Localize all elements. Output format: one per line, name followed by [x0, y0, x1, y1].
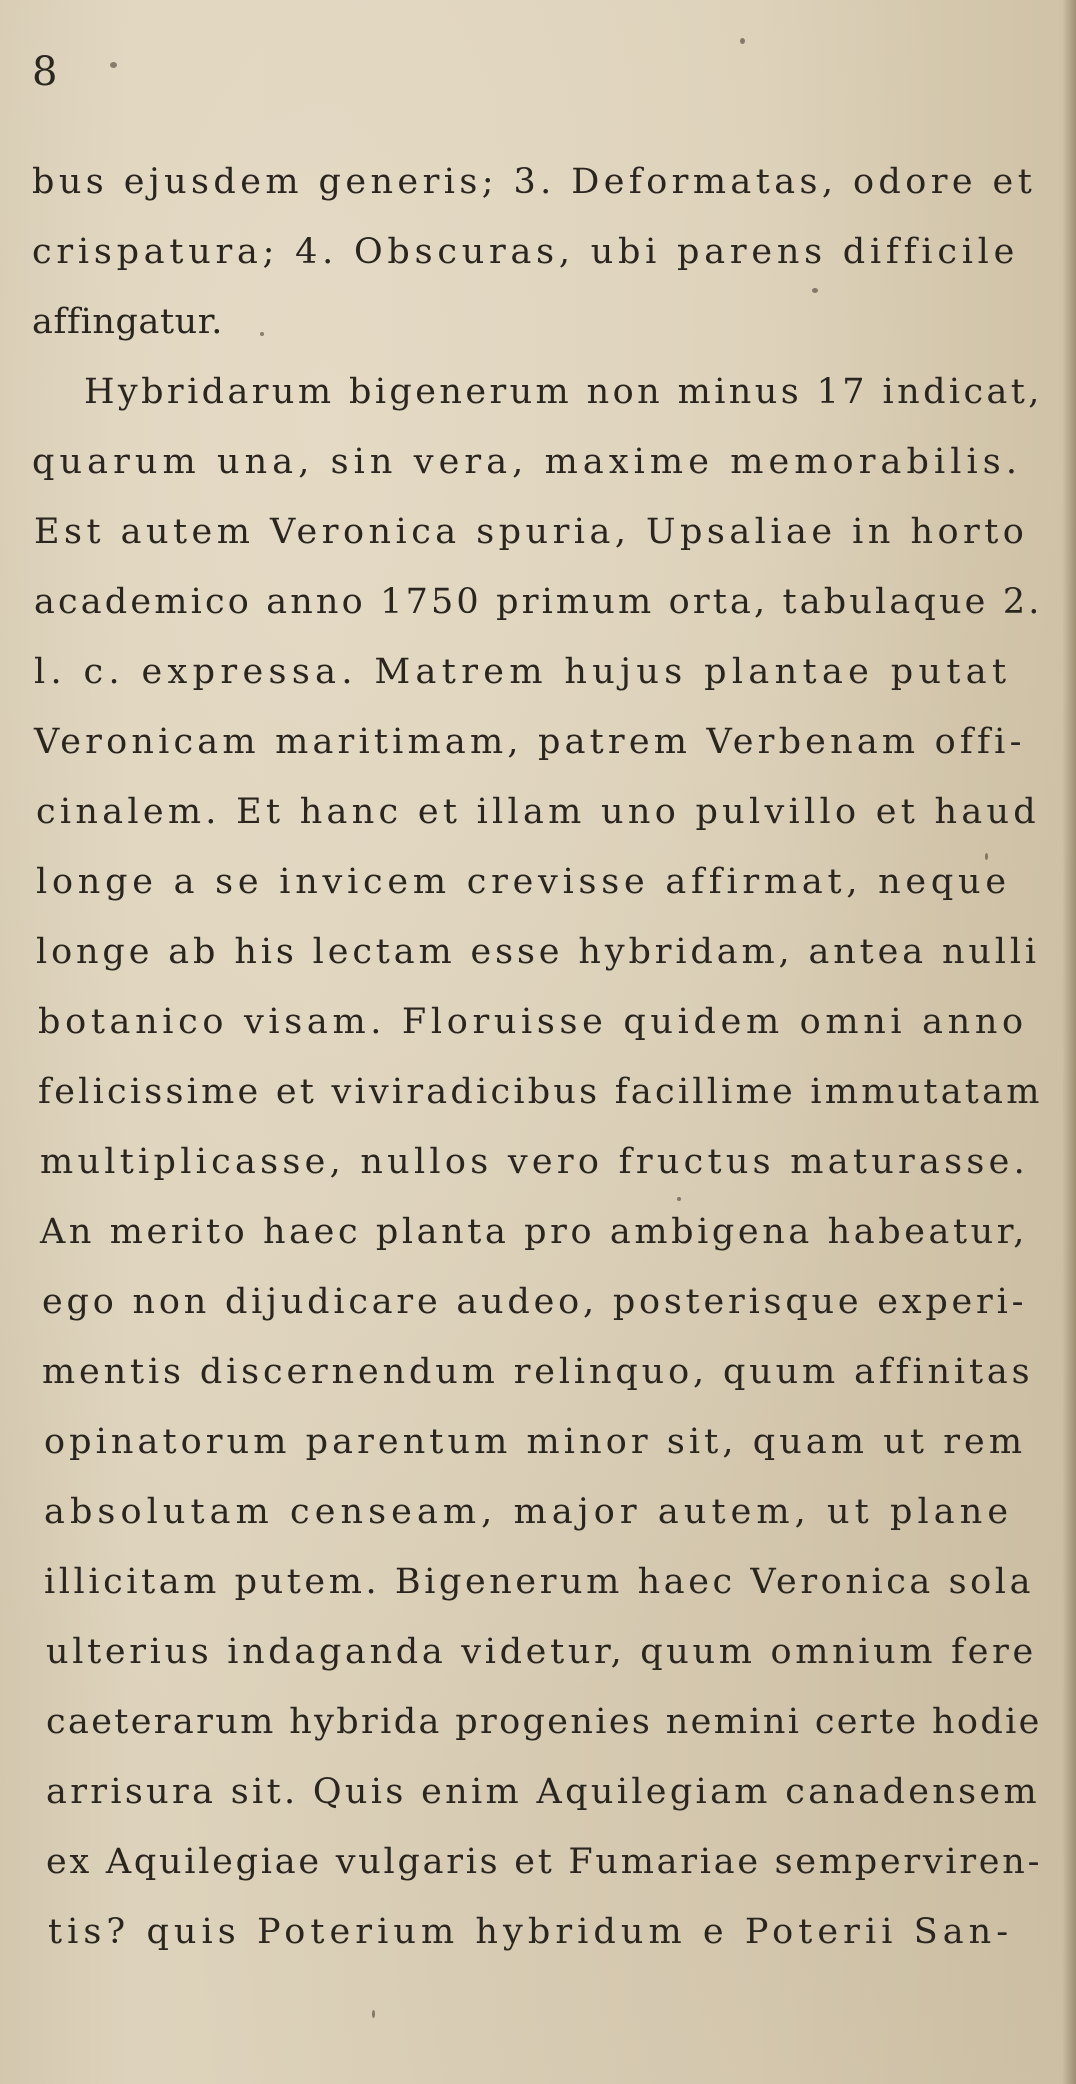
text-line: ulterius indaganda videtur, quum omnium fere	[46, 1632, 1037, 1672]
text-line: cinalem. Et hanc et illam uno pulvillo et haud	[36, 792, 1040, 832]
text-line: academico anno 1750 primum orta, tabulaque 2.	[34, 582, 1043, 622]
text-line: affingatur.	[32, 302, 223, 342]
text-line: mentis discernendum relinquo, quum affinitas	[42, 1352, 1034, 1392]
text-line: felicissime et viviradicibus facillime immutatam	[38, 1072, 1043, 1112]
paper-speck	[985, 853, 988, 860]
paper-speck	[260, 332, 264, 336]
text-line: arrisura sit. Quis enim Aquilegiam canadensem	[46, 1772, 1040, 1812]
paper-speck	[740, 38, 745, 44]
paper-speck	[110, 62, 117, 68]
text-line: longe a se invicem crevisse affirmat, neque	[36, 862, 1011, 902]
text-line: Est autem Veronica spuria, Upsaliae in horto	[34, 512, 1029, 552]
paper-speck	[812, 288, 818, 293]
text-line: ego non dijudicare audeo, posterisque experi-	[42, 1282, 1028, 1322]
text-line: caeterarum hybrida progenies nemini certe hodie	[46, 1702, 1042, 1742]
text-line: opinatorum parentum minor sit, quam ut rem	[44, 1422, 1027, 1462]
text-line: Veronicam maritimam, patrem Verbenam offi-	[34, 722, 1026, 762]
text-line: l. c. expressa. Matrem hujus plantae putat	[34, 652, 1012, 692]
text-line: tis? quis Poterium hybridum e Poterii San-	[48, 1912, 1014, 1952]
text-line: absolutam censeam, major autem, ut plane	[44, 1492, 1014, 1532]
text-line: illicitam putem. Bigenerum haec Veronica sola	[44, 1562, 1035, 1602]
text-line: Hybridarum bigenerum non minus 17 indicat,	[84, 372, 1043, 412]
page-number: 8	[32, 49, 58, 95]
text-line: An merito haec planta pro ambigena habeatur,	[40, 1212, 1028, 1252]
text-line: ex Aquilegiae vulgaris et Fumariae semperviren-	[46, 1842, 1043, 1882]
text-line: multiplicasse, nullos vero fructus maturasse.	[40, 1142, 1029, 1182]
text-line: quarum una, sin vera, maxime memorabilis.	[32, 442, 1023, 482]
paper-speck	[372, 2010, 375, 2018]
text-line: crispatura; 4. Obscuras, ubi parens difficile	[32, 232, 1020, 272]
text-line: botanico visam. Floruisse quidem omni anno	[38, 1002, 1028, 1042]
text-line: bus ejusdem generis; 3. Deformatas, odore et	[32, 162, 1037, 202]
text-line: longe ab his lectam esse hybridam, antea nulli	[36, 932, 1040, 972]
paper-speck	[677, 1197, 681, 1201]
